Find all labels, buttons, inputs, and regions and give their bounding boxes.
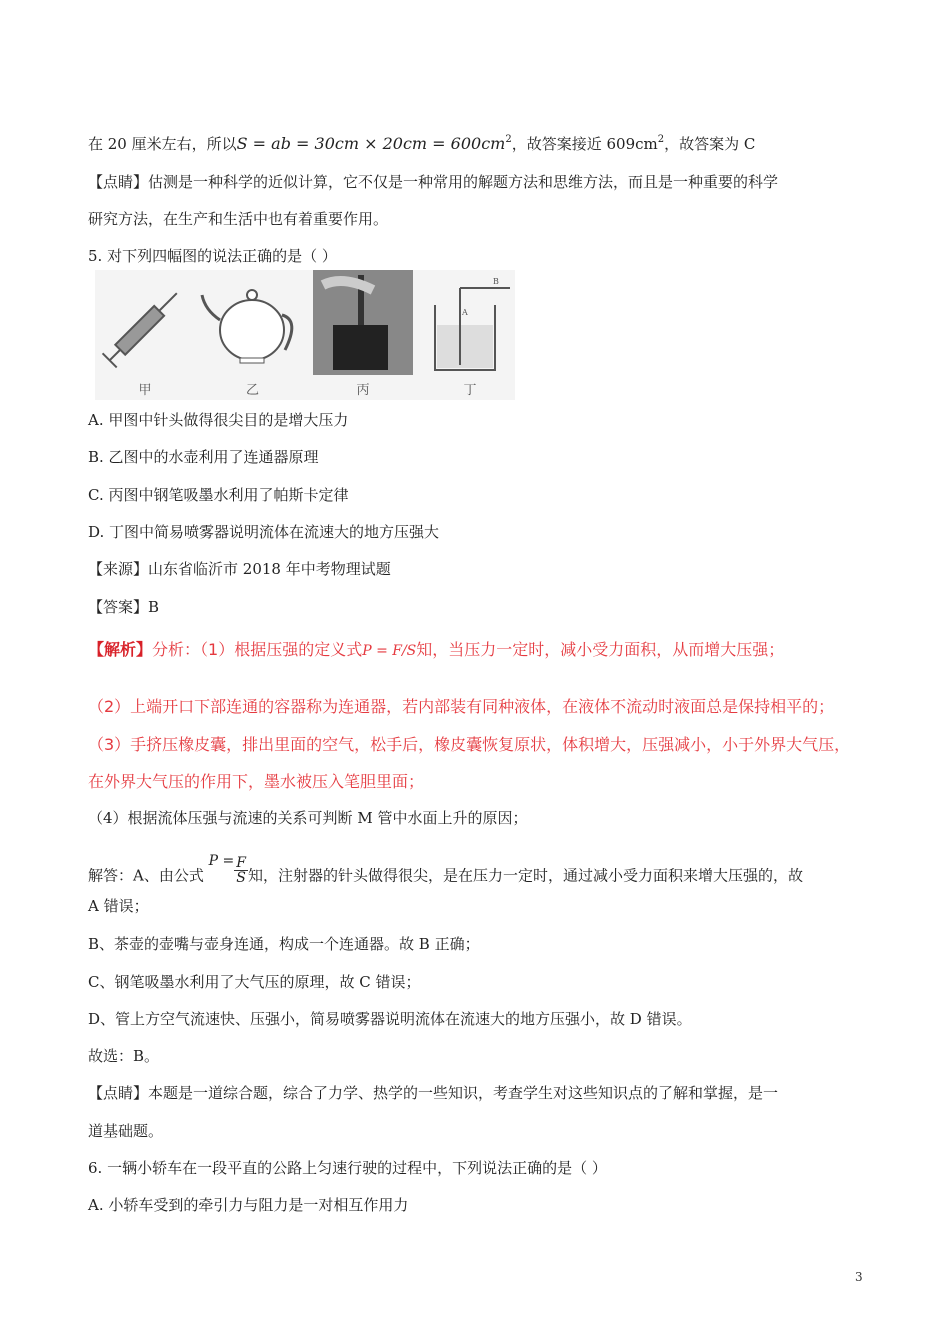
figure-label: 丙 (356, 383, 370, 398)
solution-a (88, 852, 803, 891)
solution-b: B、茶壶的壶嘴与壶身连通，构成一个连通器。故 B 正确； (88, 935, 480, 953)
intro-text-mid: ，故答案接近 609cm (511, 135, 658, 153)
comment-text: 估测是一种科学的近似计算，它不仅是一种常用的解题方法和思维方法，而且是一种重要的科学 (148, 173, 779, 191)
solution-text: 解答：A、由公式 (88, 866, 204, 885)
option-b: B. 乙图中的水壶利用了连通器原理 (88, 448, 319, 466)
analysis-text: 分析：（1）根据压强的定义式 (152, 640, 363, 659)
fraction-f-over-s: $\frac{F}{S}$ (236, 855, 246, 886)
source-text: 山东省临沂市 2018 年中考物理试题 (148, 560, 391, 578)
answer-value: B (148, 598, 160, 616)
figure-yi (200, 270, 305, 400)
figure-label: 乙 (245, 383, 259, 398)
comment-label: 【点睛】 (88, 173, 149, 191)
formula-lhs: P = (208, 852, 235, 869)
solution-c: C、钢笔吸墨水利用了大气压的原理，故 C 错误； (88, 973, 421, 991)
question-5-stem: 5. 对下列四幅图的说法正确的是（ ） (88, 247, 337, 265)
intro-text: 在 20 厘米左右，所以 (88, 135, 237, 153)
pressure-formula: P = F/S (362, 643, 417, 659)
page-number: 3 (855, 1270, 863, 1284)
comment-text: 本题是一道综合题，综合了力学、热学的一些知识，考查学生对这些知识点的了解和掌握，是一 (148, 1084, 779, 1102)
figure-label: 丁 (463, 383, 477, 398)
teapot-icon (200, 270, 305, 380)
option-c: C. 丙图中钢笔吸墨水利用了帕斯卡定律 (88, 486, 349, 504)
comment-2-cont: 道基础题。 (88, 1122, 164, 1140)
figure-bing (313, 270, 413, 400)
area-formula: S = ab = $30cm \times 20cm = 600cm^2$ (236, 134, 512, 153)
question-6-stem: 6. 一辆小轿车在一段平直的公路上匀速行驶的过程中，下列说法正确的是（ ） (88, 1159, 607, 1177)
answer-line (88, 597, 159, 617)
comment-1-cont: 研究方法，在生产和生活中也有着重要作用。 (88, 210, 389, 228)
answer-label: 【答案】 (88, 598, 149, 616)
analysis-text: 知，当压力一定时，减小受力面积，从而增大压强； (416, 640, 785, 659)
option-d: D. 丁图中简易喷雾器说明流体在流速大的地方压强大 (88, 523, 440, 541)
analysis-line-3: （3）手挤压橡皮囊，排出里面的空气，松手后，橡皮囊恢复原状，体积增大，压强减小，小于外界大气压， (88, 735, 851, 754)
source-line (88, 559, 391, 579)
svg-text:B: B (493, 277, 499, 286)
solution-text: 知，注射器的针头做得很尖，是在压力一定时，通过减小受力面积来增大压强的，故 (247, 866, 803, 885)
solution-choice: 故选：B。 (88, 1047, 160, 1065)
comment-label: 【点睛】 (88, 1084, 149, 1102)
figure-ding (425, 270, 515, 400)
intro-answer: ，故答案为 C (664, 135, 756, 153)
analysis-line-4: 在外界大气压的作用下，墨水被压入笔胆里面； (88, 772, 425, 791)
solution-a-cont: A 错误； (88, 897, 149, 915)
comment-1 (88, 172, 778, 192)
unit-sup: 2 (657, 134, 665, 145)
analysis-line-5: （4）根据流体压强与流速的关系可判断 M 管中水面上升的原因； (88, 809, 528, 827)
analysis-line-2: （2）上端开口下部连通的容器称为连通器，若内部装有同种液体，在液体不流动时液面总是保持相平的； (88, 697, 835, 716)
fountain-pen-ink-icon (313, 270, 413, 380)
comment-2 (88, 1083, 778, 1103)
sprayer-icon (425, 270, 515, 380)
source-label: 【来源】 (88, 560, 149, 578)
syringe-icon (95, 270, 195, 380)
intro-line (88, 130, 755, 154)
option-a: A. 甲图中针头做得很尖目的是增大压力 (88, 411, 349, 429)
svg-text:A: A (462, 308, 468, 317)
analysis-line-1 (88, 640, 784, 661)
figure-label: 甲 (138, 383, 152, 398)
q6-option-a: A. 小轿车受到的牵引力与阻力是一对相互作用力 (88, 1196, 409, 1214)
question-5-figures (95, 270, 515, 400)
solution-d: D、管上方空气流速快、压强小，简易喷雾器说明流体在流速大的地方压强小，故 D 错误。 (88, 1010, 692, 1028)
analysis-label: 【解析】 (88, 640, 153, 659)
figure-jia (95, 270, 195, 400)
